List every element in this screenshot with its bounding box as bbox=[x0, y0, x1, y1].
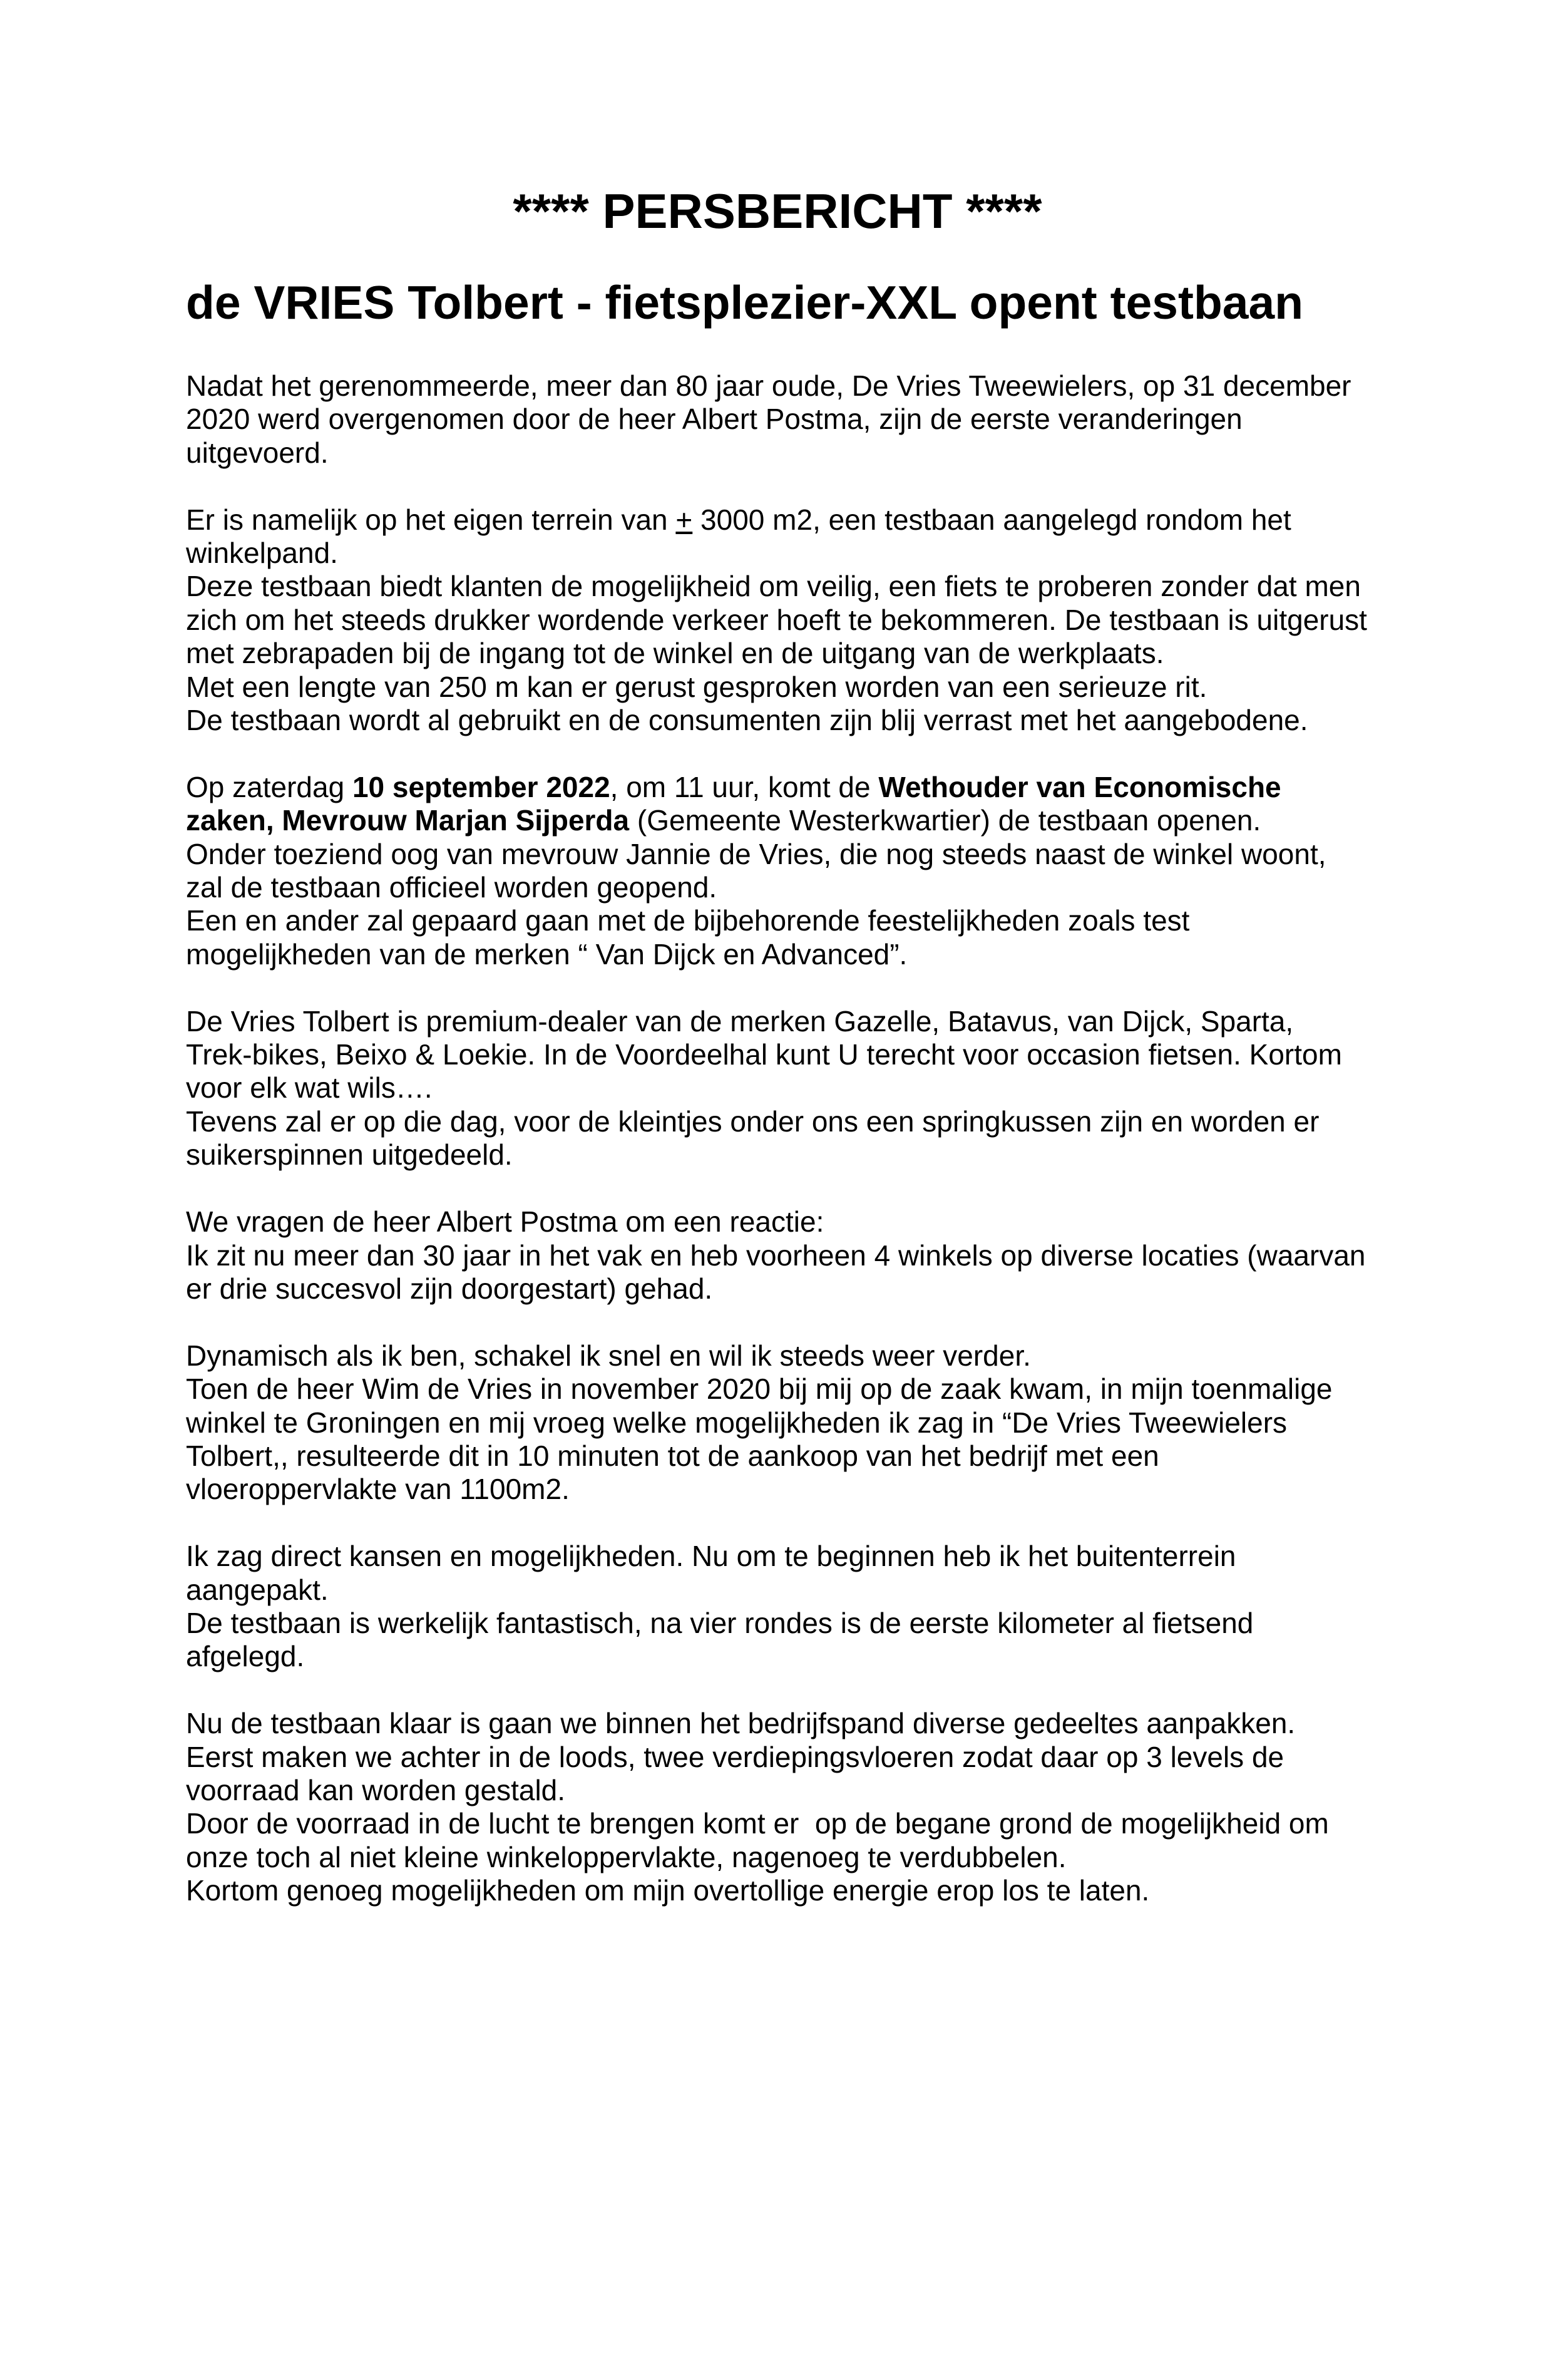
text-line: Met een lengte van 250 m kan er gerust gesproken worden van een serieuze rit. bbox=[186, 670, 1207, 703]
text-line: mogelijkheden van de merken “ Van Dijck en Advanced”. bbox=[186, 937, 908, 971]
text-line: vloeroppervlakte van 1100m2. bbox=[186, 1473, 570, 1506]
text-line: met zebrapaden bij de ingang tot de winkel en de uitgang van de werkplaats. bbox=[186, 637, 1164, 670]
text-segment: 3000 m2, een testbaan aangelegd rondom het bbox=[692, 503, 1291, 536]
text-segment: Er is namelijk op het eigen terrein van bbox=[186, 503, 676, 536]
date-highlight: 10 september 2022 bbox=[352, 770, 610, 803]
official-name-highlight: zaken, Mevrouw Marjan Sijperda bbox=[186, 804, 630, 837]
text-line: uitgevoerd. bbox=[186, 436, 329, 469]
text-line bbox=[186, 503, 1553, 537]
paragraph-kansen bbox=[186, 1540, 1553, 1674]
text-segment: (Gemeente Westerkwartier) de testbaan openen. bbox=[629, 804, 1261, 837]
text-line: 2020 werd overgenomen door de heer Albert Postma, zijn de eerste veranderingen bbox=[186, 403, 1243, 436]
paragraph-merken bbox=[186, 1005, 1553, 1172]
text-line: zich om het steeds drukker wordende verkeer hoeft te bekommeren. De testbaan is uitgerust bbox=[186, 603, 1367, 636]
paragraph-reactie bbox=[186, 1205, 1553, 1306]
text-line: winkelpand. bbox=[186, 537, 338, 570]
text-line: De testbaan is werkelijk fantastisch, na vier rondes is de eerste kilometer al fietsend bbox=[186, 1606, 1254, 1639]
text-line: We vragen de heer Albert Postma om een reactie: bbox=[186, 1205, 824, 1239]
paragraph-opening bbox=[186, 771, 1553, 971]
text-segment: Op zaterdag bbox=[186, 770, 352, 803]
text-line: voor elk wat wils…. bbox=[186, 1071, 433, 1105]
paragraph-plannen bbox=[186, 1707, 1553, 1907]
text-line: Nadat het gerenommeerde, meer dan 80 jaar oude, De Vries Tweewielers, op 31 december bbox=[186, 369, 1351, 402]
text-line: Trek-bikes, Beixo & Loekie. In de Voordeelhal kunt U terecht voor occasion fietsen. Kortom bbox=[186, 1038, 1342, 1071]
text-line: Ik zit nu meer dan 30 jaar in het vak en heb voorheen 4 winkels op diverse locaties (waarvan bbox=[186, 1239, 1366, 1272]
text-line: Nu de testbaan klaar is gaan we binnen het bedrijfspand diverse gedeeltes aanpakken. bbox=[186, 1707, 1296, 1740]
text-segment: , om 11 uur, komt de bbox=[610, 770, 879, 803]
official-name-highlight: Wethouder van Economische bbox=[878, 770, 1281, 803]
text-line: aangepakt. bbox=[186, 1573, 329, 1606]
text-line: zal de testbaan officieel worden geopend. bbox=[186, 871, 717, 904]
document-body bbox=[186, 369, 1553, 1908]
text-line bbox=[186, 771, 1553, 804]
text-line: Een en ander zal gepaard gaan met de bijbehorende feestelijkheden zoals test bbox=[186, 904, 1190, 937]
press-release-label: **** PERSBERICHT **** bbox=[513, 183, 1042, 239]
text-line: er drie succesvol zijn doorgestart) gehad. bbox=[186, 1272, 713, 1305]
text-line: Kortom genoeg mogelijkheden om mijn overtollige energie erop los te laten. bbox=[186, 1874, 1150, 1907]
text-line: Deze testbaan biedt klanten de mogelijkheid om veilig, een fiets te proberen zonder dat men bbox=[186, 570, 1361, 603]
text-line: onze toch al niet kleine winkeloppervlakte, nagenoeg te verdubbelen. bbox=[186, 1840, 1067, 1873]
text-line: Onder toeziend oog van mevrouw Jannie de Vries, die nog steeds naast de winkel woont, bbox=[186, 837, 1326, 870]
text-line: afgelegd. bbox=[186, 1640, 305, 1673]
text-line: Eerst maken we achter in de loods, twee verdiepingsvloeren zodat daar op 3 levels de bbox=[186, 1740, 1284, 1773]
paragraph-intro bbox=[186, 369, 1553, 470]
document-page bbox=[0, 183, 1553, 2380]
text-line: suikerspinnen uitgedeeld. bbox=[186, 1138, 513, 1172]
text-line: De testbaan wordt al gebruikt en de consumenten zijn blij verrast met het aangebodene. bbox=[186, 704, 1308, 737]
text-line: Tevens zal er op die dag, voor de kleintjes onder ons een springkussen zijn en worden er bbox=[186, 1105, 1320, 1138]
text-line: voorraad kan worden gestald. bbox=[186, 1773, 566, 1806]
text-line: Door de voorraad in de lucht te brengen komt er op de begane grond de mogelijkheid om bbox=[186, 1807, 1329, 1840]
text-line: Ik zag direct kansen en mogelijkheden. Nu om te beginnen heb ik het buitenterrein bbox=[186, 1540, 1236, 1573]
text-line: Tolbert,, resulteerde dit in 10 minuten tot de aankoop van het bedrijf met een bbox=[186, 1439, 1159, 1472]
page-title: de VRIES Tolbert - fietsplezier-XXL opent testbaan bbox=[186, 276, 1304, 329]
paragraph-dynamisch bbox=[186, 1339, 1553, 1507]
text-line: Toen de heer Wim de Vries in november 2020 bij mij op de zaak kwam, in mijn toenmalige bbox=[186, 1373, 1333, 1406]
paragraph-testbaan bbox=[186, 503, 1553, 738]
text-line: De Vries Tolbert is premium-dealer van de merken Gazelle, Batavus, van Dijck, Sparta, bbox=[186, 1004, 1294, 1038]
text-line bbox=[186, 804, 1553, 837]
text-line: Dynamisch als ik ben, schakel ik snel en wil ik steeds weer verder. bbox=[186, 1339, 1031, 1372]
text-line: winkel te Groningen en mij vroeg welke mogelijkheden ik zag in “De Vries Tweewielers bbox=[186, 1406, 1288, 1439]
plus-minus-symbol: + bbox=[675, 503, 693, 536]
